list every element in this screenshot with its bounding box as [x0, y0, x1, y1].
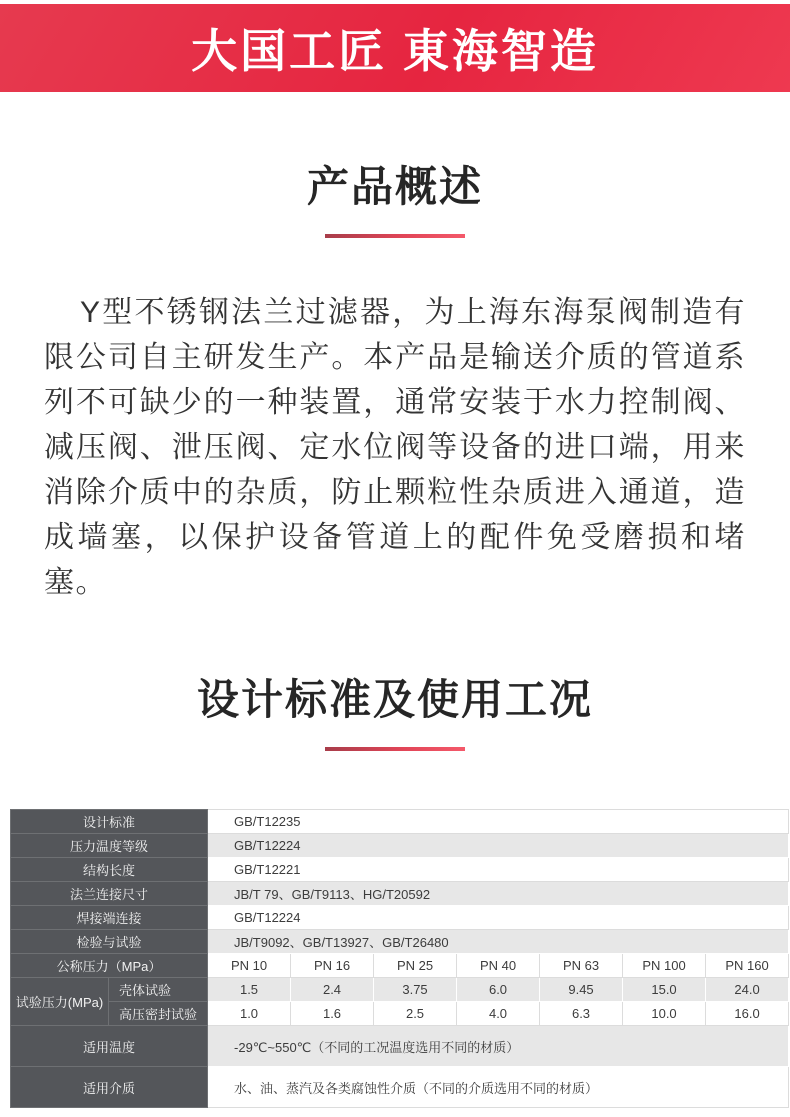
table-row — [11, 930, 789, 954]
spec-value-applicable-medium: 水、油、蒸汽及各类腐蚀性介质（不同的介质选用不同的材质） — [208, 1067, 789, 1108]
table-row — [11, 834, 789, 858]
pn-value: PN 40 — [457, 954, 540, 978]
spec-label-pressure-temp-rating: 压力温度等级 — [11, 834, 208, 858]
spec-value-weld-end: GB/T12224 — [208, 906, 789, 930]
shell-test-value: 24.0 — [706, 978, 789, 1002]
shell-test-value: 6.0 — [457, 978, 540, 1002]
pn-value: PN 25 — [374, 954, 457, 978]
spec-value-design-standard: GB/T12235 — [208, 810, 789, 834]
table-row-temperature — [11, 1026, 789, 1067]
spec-value-applicable-temperature: -29℃~550℃（不同的工况温度选用不同的材质） — [208, 1026, 789, 1067]
table-row — [11, 906, 789, 930]
spec-label-weld-end: 焊接端连接 — [11, 906, 208, 930]
spec-label-flange-dimensions: 法兰连接尺寸 — [11, 882, 208, 906]
spec-value-pressure-temp-rating: GB/T12224 — [208, 834, 789, 858]
pn-value: PN 160 — [706, 954, 789, 978]
banner-slogan: 大国工匠 東海智造 — [191, 25, 599, 77]
seal-test-value: 10.0 — [623, 1002, 706, 1026]
shell-test-value: 9.45 — [540, 978, 623, 1002]
seal-test-value: 2.5 — [374, 1002, 457, 1026]
spec-label-nominal-pressure: 公称压力（MPa） — [11, 954, 208, 978]
table-row-seal-test — [11, 1002, 789, 1026]
table-row-medium — [11, 1067, 789, 1108]
seal-test-value: 6.3 — [540, 1002, 623, 1026]
table-row-shell-test — [11, 978, 789, 1002]
spec-label-applicable-medium: 适用介质 — [11, 1067, 208, 1108]
overview-section-title: 产品概述 — [306, 163, 483, 210]
pn-value: PN 16 — [291, 954, 374, 978]
spec-value-structure-length: GB/T12221 — [208, 858, 789, 882]
spec-table — [10, 809, 789, 1108]
spec-section-title: 设计标准及使用工况 — [196, 676, 593, 723]
spec-label-structure-length: 结构长度 — [11, 858, 208, 882]
spec-label-test-pressure: 试验压力(MPa) — [11, 978, 109, 1026]
shell-test-value: 15.0 — [623, 978, 706, 1002]
spec-value-inspection-test: JB/T9092、GB/T13927、GB/T26480 — [208, 930, 789, 954]
top-banner — [0, 4, 790, 92]
overview-title-underline — [325, 234, 465, 238]
pn-value: PN 10 — [208, 954, 291, 978]
pn-value: PN 63 — [540, 954, 623, 978]
seal-test-value: 16.0 — [706, 1002, 789, 1026]
spec-sublabel-shell-test: 壳体试验 — [109, 978, 208, 1002]
spec-label-applicable-temperature: 适用温度 — [11, 1026, 208, 1067]
spec-label-inspection-test: 检验与试验 — [11, 930, 208, 954]
spec-value-flange-dimensions: JB/T 79、GB/T9113、HG/T20592 — [208, 882, 789, 906]
table-row-nominal-pressure — [11, 954, 789, 978]
spec-title-underline — [325, 747, 465, 751]
seal-test-value: 1.6 — [291, 1002, 374, 1026]
table-row — [11, 882, 789, 906]
spec-label-design-standard: 设计标准 — [11, 810, 208, 834]
pn-value: PN 100 — [623, 954, 706, 978]
seal-test-value: 1.0 — [208, 1002, 291, 1026]
spec-sublabel-seal-test: 高压密封试验 — [109, 1002, 208, 1026]
seal-test-value: 4.0 — [457, 1002, 540, 1026]
shell-test-value: 2.4 — [291, 978, 374, 1002]
overview-paragraph: Y型不锈钢法兰过滤器，为上海东海泵阀制造有限公司自主研发生产。本产品是输送介质的管道系列不可缺少的一种装置，通常安装于水力控制阀、减压阀、泄压阀、定水位阀等设备的进口端，用来消除介质中的杂质，防止颗粒性杂质进入通道，造成墙塞，以保护设备管道上的配件免受磨损和堵塞。 — [44, 296, 746, 599]
shell-test-value: 3.75 — [374, 978, 457, 1002]
table-row — [11, 810, 789, 834]
table-row — [11, 858, 789, 882]
shell-test-value: 1.5 — [208, 978, 291, 1002]
